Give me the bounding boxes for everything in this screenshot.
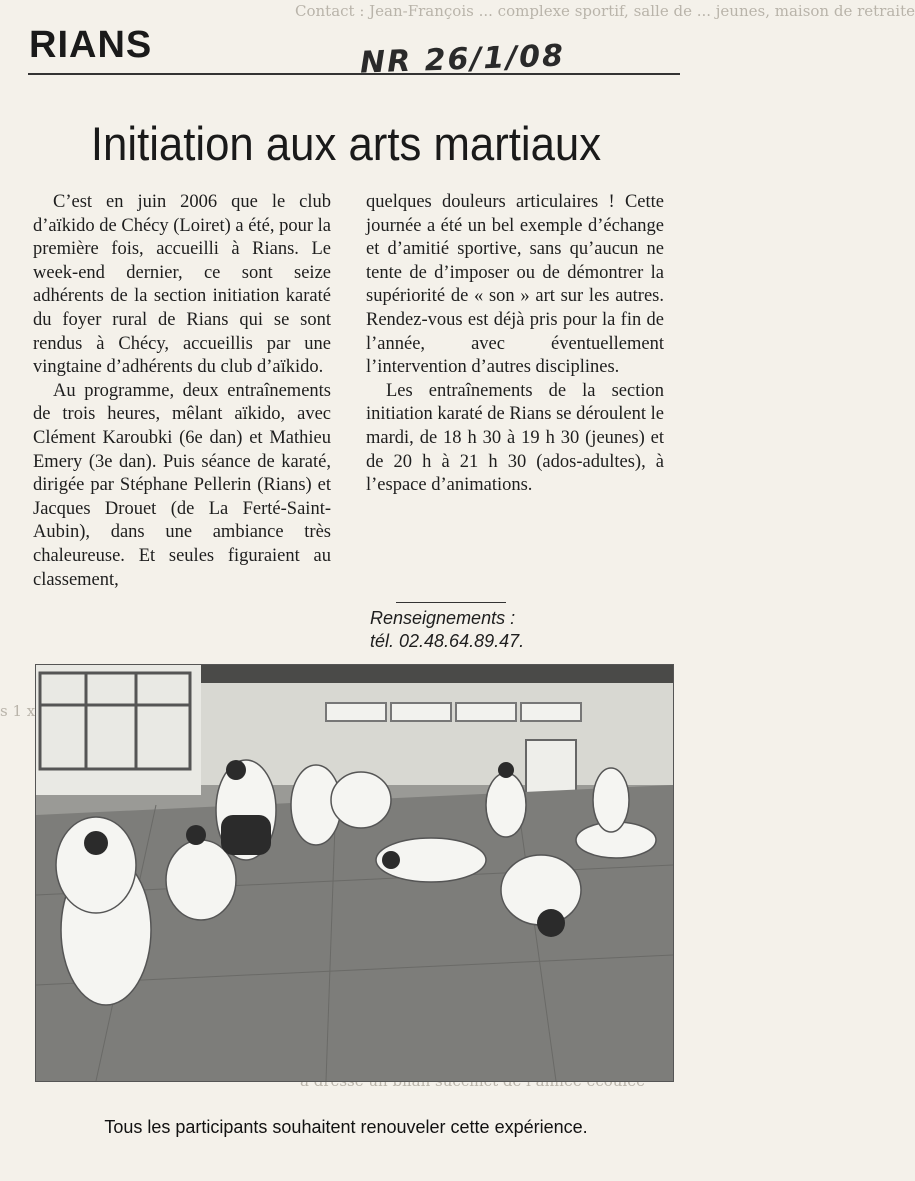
info-phone: tél. 02.48.64.89.47. bbox=[370, 631, 525, 651]
bleed-through-text-top: Contact : Jean-François ... complexe sportif, salle de ... jeunes, maison de retraite bbox=[295, 2, 915, 20]
col2-paragraph-1: quelques douleurs articulaires ! Cette journée a été un bel exemple d’échange et d’amitié sportive, sans qu’aucun ne tente de d’imposer ou de démontrer la supériorité de « son » art sur les autres. Rendez-vous est déjà pris pour la fin de l’année, avec éventuellement l’intervention d’autres disciplines. bbox=[366, 192, 664, 378]
info-separator bbox=[396, 602, 506, 603]
section-title: RIANS bbox=[29, 24, 153, 66]
article-column-1 bbox=[33, 191, 331, 592]
photo-caption: Tous les participants souhaitent renouveler cette expérience. bbox=[104, 1117, 588, 1137]
article-photo bbox=[35, 664, 674, 1082]
col1-paragraph-1: C’est en juin 2006 que le club d’aïkido de Chécy (Loiret) a été, pour la première fois, accueilli à Rians. Le week-end dernier, ce sont seize adhérents de la section initiation karaté du foyer rural de Rians qui se sont rendus à Chécy, accueillis par une vingtaine d’adhérents du club d’aïkido. bbox=[33, 192, 331, 378]
dojo-photo-illustration bbox=[36, 665, 673, 1081]
article-headline: Initiation aux arts martiaux bbox=[90, 117, 602, 170]
info-label: Renseignements : bbox=[370, 608, 516, 628]
header-rule bbox=[28, 73, 680, 75]
article-column-2 bbox=[366, 191, 664, 498]
col2-paragraph-2: Les entraînements de la section initiation karaté de Rians se déroulent le mardi, de 18 h 30 à 19 h 30 (jeunes) et de 20 h à 21 h 30 (ados-adultes), à l’espace d’animations. bbox=[366, 380, 664, 496]
col1-paragraph-2: Au programme, deux entraînements de trois heures, mêlant aïkido, avec Clément Karoubki (6e dan) et Mathieu Emery (3e dan). Puis séance de karaté, dirigée par Stéphane Pellerin (Rians) et Jacques Drouet (de La Ferté-Saint-Aubin), dans une ambiance très chaleureuse. Et seules figuraient au classement, bbox=[33, 380, 331, 590]
info-block bbox=[370, 607, 524, 653]
bleed-through-text-left: s 1 x bbox=[0, 702, 36, 720]
handwritten-date-note: NR 26/1/08 bbox=[359, 38, 566, 81]
